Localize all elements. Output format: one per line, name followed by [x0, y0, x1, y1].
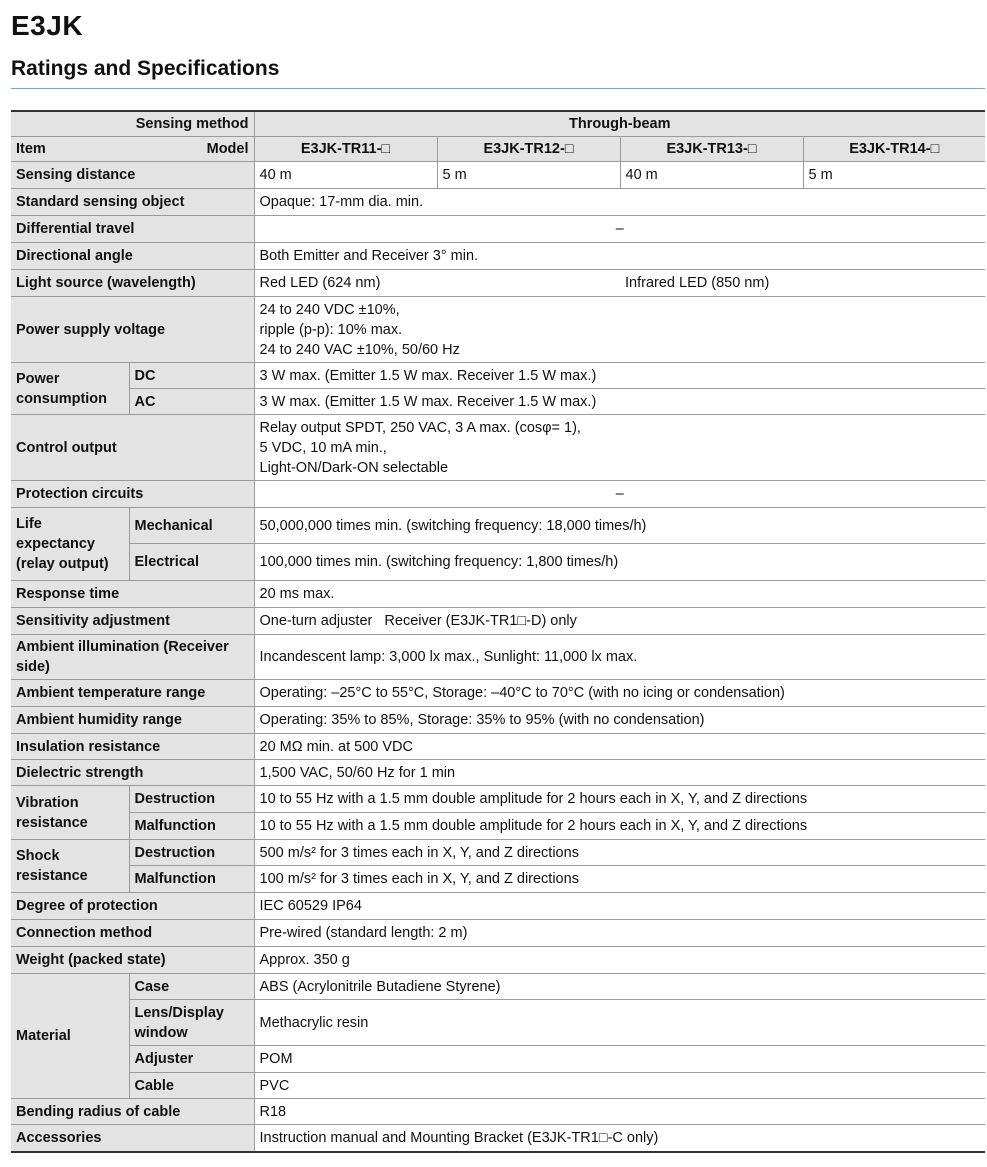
row-power-supply: [11, 297, 985, 363]
row-connection-method: [11, 920, 985, 947]
response-time-label: Response time: [11, 581, 254, 608]
response-time-value: 20 ms max.: [254, 581, 985, 608]
power-consumption-ac-label: AC: [129, 389, 254, 415]
row-standard-object: [11, 189, 985, 216]
dielectric-label: Dielectric strength: [11, 760, 254, 786]
directional-angle-label: Directional angle: [11, 243, 254, 270]
row-life-mechanical: [11, 508, 985, 544]
life-mechanical-label: Mechanical: [129, 508, 254, 544]
model-tr14: E3JK-TR14-□: [803, 137, 985, 162]
shock-malfunction-label: Malfunction: [129, 866, 254, 893]
directional-angle-value: Both Emitter and Receiver 3° min.: [254, 243, 985, 270]
protection-circuits-value: –: [254, 481, 985, 508]
material-case-value: ABS (Acrylonitrile Butadiene Styrene): [254, 974, 985, 1000]
row-shock-malfunction: [11, 866, 985, 893]
row-vibration-malfunction: [11, 813, 985, 840]
sensing-method-label: Sensing method: [11, 111, 254, 137]
life-electrical-value: 100,000 times min. (switching frequency: 1,800 times/h): [254, 544, 985, 581]
degree-of-protection-label: Degree of protection: [11, 893, 254, 920]
item-model-header: [11, 137, 254, 162]
shock-destruction-value: 500 m/s² for 3 times each in X, Y, and Z directions: [254, 840, 985, 866]
insulation-label: Insulation resistance: [11, 734, 254, 760]
bending-radius-label: Bending radius of cable: [11, 1099, 254, 1125]
power-supply-label: Power supply voltage: [11, 297, 254, 363]
model-tr11: E3JK-TR11-□: [254, 137, 437, 162]
row-material-case: [11, 974, 985, 1000]
row-power-consumption-dc: [11, 363, 985, 389]
row-dielectric: [11, 760, 985, 786]
life-expectancy-label: Life expectancy (relay output): [11, 508, 129, 581]
connection-method-value: Pre-wired (standard length: 2 m): [254, 920, 985, 947]
power-supply-value: [254, 297, 985, 363]
row-material-adjuster: [11, 1046, 985, 1073]
page-subtitle: Ratings and Specifications: [11, 57, 280, 80]
control-output-label: Control output: [11, 415, 254, 481]
vibration-label: Vibration resistance: [11, 786, 129, 840]
sensing-distance-tr13: 40 m: [620, 162, 803, 189]
sensing-distance-tr11: 40 m: [254, 162, 437, 189]
ambient-temperature-value: Operating: –25°C to 55°C, Storage: –40°C to 70°C (with no icing or condensation): [254, 680, 985, 707]
row-weight: [11, 947, 985, 974]
ambient-illumination-value: Incandescent lamp: 3,000 lx max., Sunlight: 11,000 lx max.: [254, 635, 985, 680]
control-output-value: [254, 415, 985, 481]
power-supply-line-1: 24 to 240 VDC ±10%,: [259, 301, 400, 318]
shock-malfunction-value: 100 m/s² for 3 times each in X, Y, and Z directions: [254, 866, 985, 893]
title-divider: [11, 88, 985, 89]
control-output-line-1: Relay output SPDT, 250 VAC, 3 A max. (cosφ= 1),: [259, 419, 581, 436]
degree-of-protection-value: IEC 60529 IP64: [254, 893, 985, 920]
power-consumption-label: Power consumption: [11, 363, 129, 415]
vibration-destruction-value: 10 to 55 Hz with a 1.5 mm double amplitude for 2 hours each in X, Y, and Z directions: [254, 786, 985, 813]
control-output-line-3: Light-ON/Dark-ON selectable: [259, 459, 449, 476]
row-degree-of-protection: [11, 893, 985, 920]
material-adjuster-label: Adjuster: [129, 1046, 254, 1073]
row-vibration-destruction: [11, 786, 985, 813]
row-material-cable: [11, 1073, 985, 1099]
standard-object-value: Opaque: 17-mm dia. min.: [254, 189, 985, 216]
item-label: Item: [16, 141, 46, 157]
power-consumption-dc-value: 3 W max. (Emitter 1.5 W max. Receiver 1.5 W max.): [254, 363, 985, 389]
row-ambient-humidity: [11, 707, 985, 734]
page-title: E3JK: [11, 10, 84, 41]
vibration-malfunction-value: 10 to 55 Hz with a 1.5 mm double amplitude for 2 hours each in X, Y, and Z directions: [254, 813, 985, 840]
material-lens-label: Lens/Display window: [129, 1000, 254, 1046]
sensing-distance-tr14: 5 m: [803, 162, 985, 189]
vibration-destruction-label: Destruction: [129, 786, 254, 813]
row-control-output: [11, 415, 985, 481]
power-supply-line-3: 24 to 240 VAC ±10%, 50/60 Hz: [259, 341, 460, 358]
model-label: Model: [206, 141, 249, 157]
header-row-sensing-method: [11, 111, 985, 137]
shock-destruction-label: Destruction: [129, 840, 254, 866]
weight-label: Weight (packed state): [11, 947, 254, 974]
accessories-value: Instruction manual and Mounting Bracket (E3JK-TR1□-C only): [254, 1125, 985, 1152]
material-label: Material: [11, 974, 129, 1099]
light-source-infrared: Infrared LED (850 nm): [620, 270, 985, 297]
row-accessories: [11, 1125, 985, 1152]
row-life-electrical: [11, 544, 985, 581]
control-output-line-2: 5 VDC, 10 mA min.,: [259, 439, 387, 456]
protection-circuits-label: Protection circuits: [11, 481, 254, 508]
row-insulation: [11, 734, 985, 760]
dielectric-value: 1,500 VAC, 50/60 Hz for 1 min: [254, 760, 985, 786]
differential-travel-label: Differential travel: [11, 216, 254, 243]
sensing-distance-label: Sensing distance: [11, 162, 254, 189]
insulation-value: 20 MΩ min. at 500 VDC: [254, 734, 985, 760]
life-electrical-label: Electrical: [129, 544, 254, 581]
row-shock-destruction: [11, 840, 985, 866]
power-consumption-dc-label: DC: [129, 363, 254, 389]
power-supply-line-2: ripple (p-p): 10% max.: [259, 321, 403, 338]
row-directional-angle: [11, 243, 985, 270]
ambient-illumination-label: Ambient illumination (Receiver side): [11, 635, 254, 680]
bending-radius-value: R18: [254, 1099, 985, 1125]
model-tr12: E3JK-TR12-□: [437, 137, 620, 162]
spec-table: [11, 110, 985, 1153]
header-row-model: [11, 137, 985, 162]
model-tr13: E3JK-TR13-□: [620, 137, 803, 162]
shock-label: Shock resistance: [11, 840, 129, 893]
row-protection-circuits: [11, 481, 985, 508]
row-response-time: [11, 581, 985, 608]
light-source-red: Red LED (624 nm): [254, 270, 620, 297]
accessories-label: Accessories: [11, 1125, 254, 1152]
row-light-source: [11, 270, 985, 297]
material-cable-label: Cable: [129, 1073, 254, 1099]
connection-method-label: Connection method: [11, 920, 254, 947]
row-bending-radius: [11, 1099, 985, 1125]
row-ambient-temperature: [11, 680, 985, 707]
ambient-humidity-value: Operating: 35% to 85%, Storage: 35% to 95% (with no condensation): [254, 707, 985, 734]
differential-travel-value: –: [254, 216, 985, 243]
row-sensing-distance: [11, 162, 985, 189]
sensitivity-value: One-turn adjuster Receiver (E3JK-TR1□-D) only: [254, 608, 985, 635]
sensing-method-value: Through-beam: [254, 111, 985, 137]
power-consumption-ac-value: 3 W max. (Emitter 1.5 W max. Receiver 1.5 W max.): [254, 389, 985, 415]
row-ambient-illumination: [11, 635, 985, 680]
sensing-distance-tr12: 5 m: [437, 162, 620, 189]
row-power-consumption-ac: [11, 389, 985, 415]
ambient-temperature-label: Ambient temperature range: [11, 680, 254, 707]
standard-object-label: Standard sensing object: [11, 189, 254, 216]
material-lens-value: Methacrylic resin: [254, 1000, 985, 1046]
sensitivity-label: Sensitivity adjustment: [11, 608, 254, 635]
life-mechanical-value: 50,000,000 times min. (switching frequency: 18,000 times/h): [254, 508, 985, 544]
material-case-label: Case: [129, 974, 254, 1000]
row-sensitivity: [11, 608, 985, 635]
light-source-label: Light source (wavelength): [11, 270, 254, 297]
material-cable-value: PVC: [254, 1073, 985, 1099]
row-differential-travel: [11, 216, 985, 243]
ambient-humidity-label: Ambient humidity range: [11, 707, 254, 734]
vibration-malfunction-label: Malfunction: [129, 813, 254, 840]
material-adjuster-value: POM: [254, 1046, 985, 1073]
row-material-lens: [11, 1000, 985, 1046]
weight-value: Approx. 350 g: [254, 947, 985, 974]
